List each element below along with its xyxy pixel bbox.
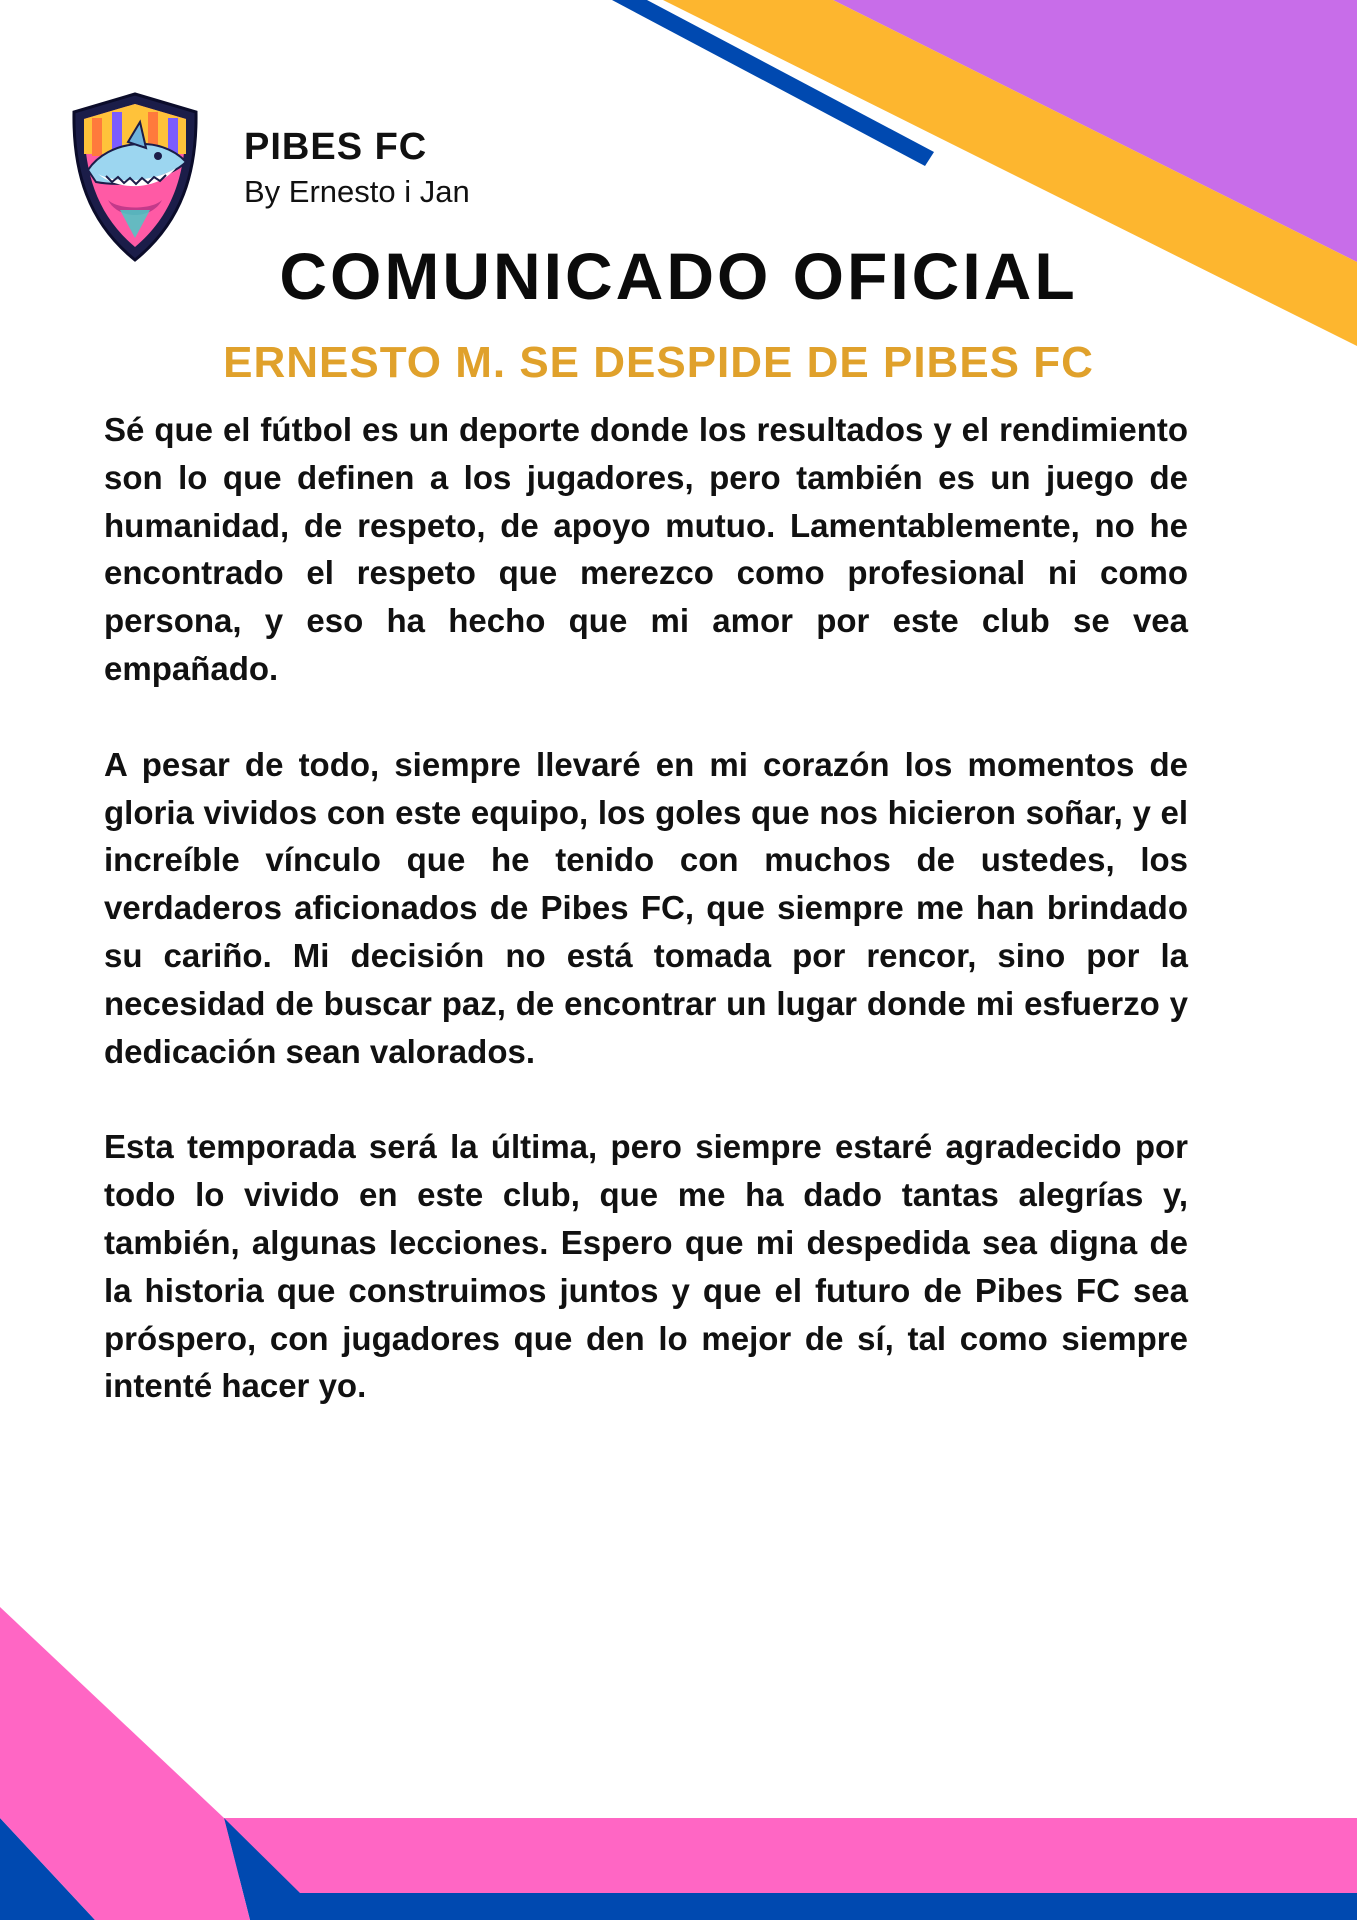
brand-name: PIBES FC — [244, 126, 428, 168]
statement-paragraph-2: A pesar de todo, siempre llevaré en mi corazón los momentos de gloria vividos con este equipo, los goles que nos hicieron soñar, y el increíble vínculo que he tenido con muchos de ustedes, los verdaderos aficionados de Pibes FC, que siempre me han brindado su cariño. Mi decisión no está tomada por rencor, sino por la necesidad de buscar paz, de encontrar un lugar donde mi esfuerzo y dedicación sean valorados. — [104, 745, 1188, 1070]
statement-paragraph-1: Sé que el fútbol es un deporte donde los resultados y el rendimiento son lo que definen a los jugadores, pero también es un juego de humanidad, de respeto, de apoyo mutuo. Lamentablemente, no he encontrado el respeto que merezco como profesional ni como persona, y eso ha hecho que mi amor por este club se vea empañado. — [104, 411, 1188, 687]
statement-body — [104, 406, 1188, 1458]
shark-shield-crest-icon — [68, 92, 202, 262]
brand-byline: By Ernesto i Jan — [244, 174, 470, 209]
statement-paragraph-3: Esta temporada será la última, pero siempre estaré agradecido por todo lo vivido en este club, que me ha dado tantas alegrías y, también, algunas lecciones. Espero que mi despedida sea digna de la historia que construimos juntos y que el futuro de Pibes FC sea próspero, con jugadores que den lo mejor de sí, tal como siempre intenté hacer yo. — [104, 1128, 1188, 1405]
bottom-left-pink-triangle — [0, 1607, 224, 1818]
page-subtitle: ERNESTO M. SE DESPIDE DE PIBES FC — [223, 338, 1094, 387]
page-title: COMUNICADO OFICIAL — [279, 239, 1078, 313]
